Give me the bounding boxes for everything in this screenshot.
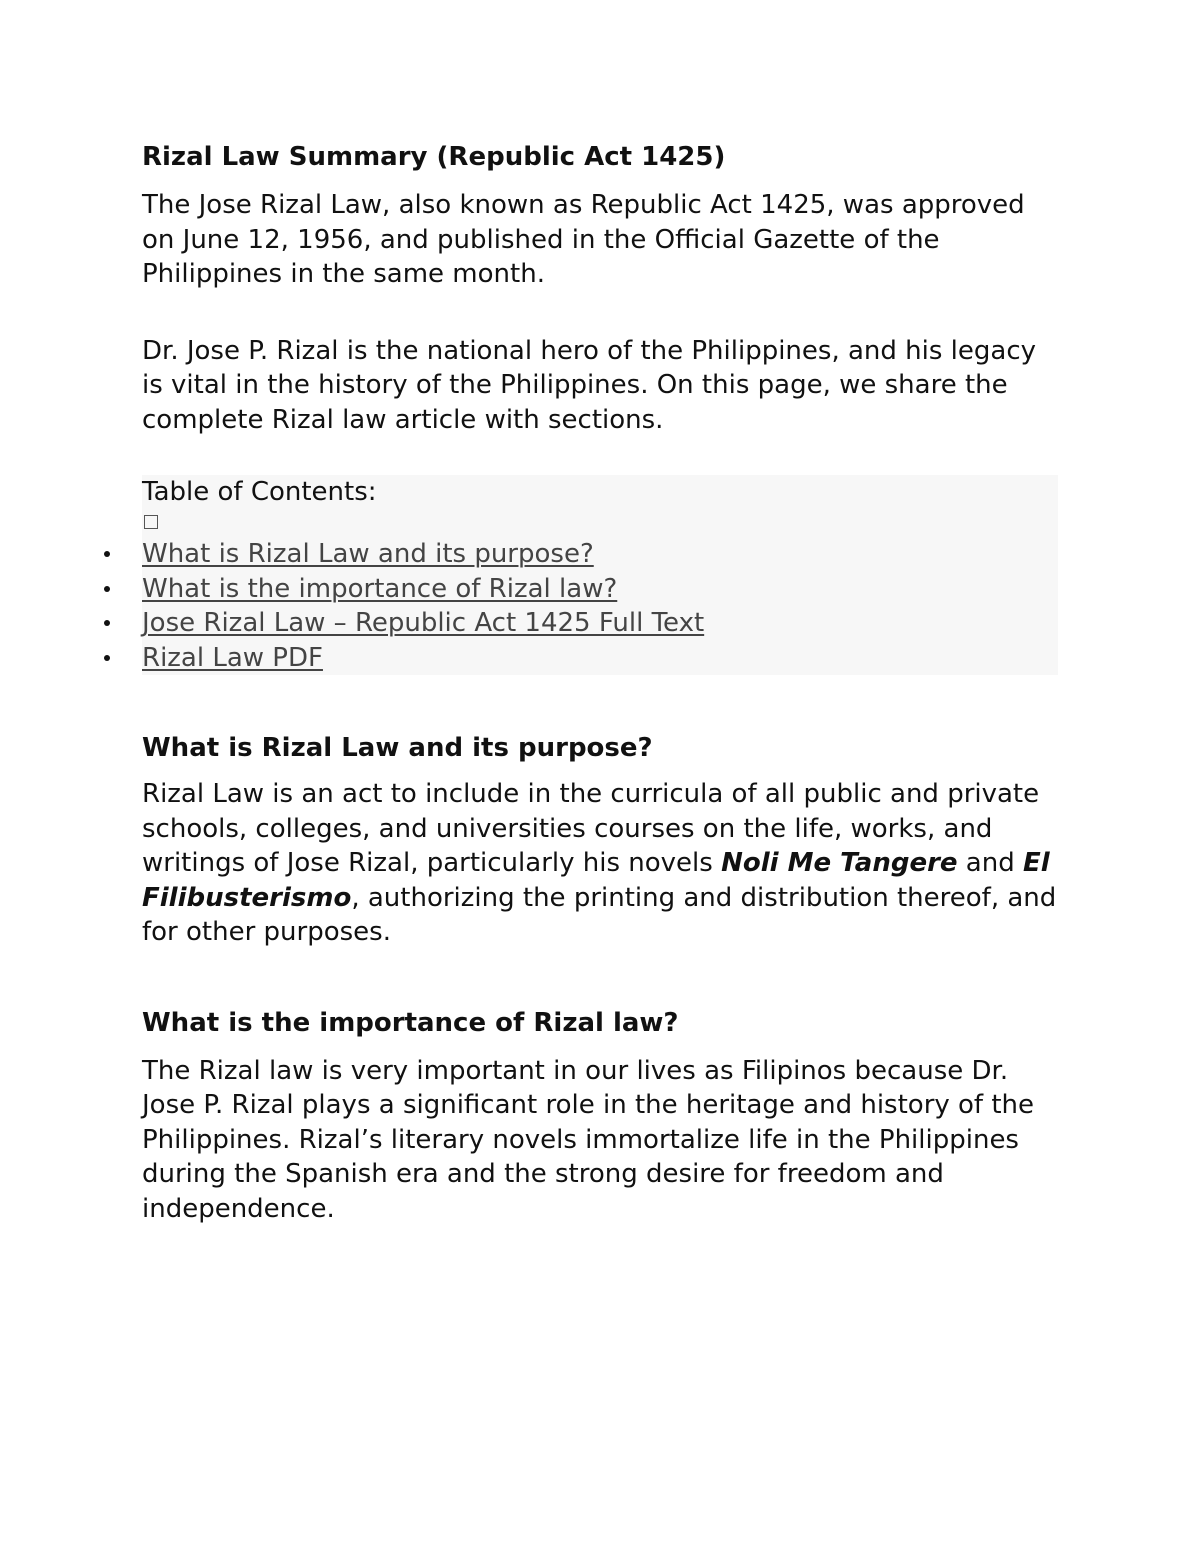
- checkbox-icon[interactable]: [144, 515, 158, 529]
- toc-item: [142, 606, 1058, 641]
- table-of-contents: [142, 475, 1058, 675]
- purpose-text-before: Rizal Law is an act to include in the curricula of all public and private schools, colleges, and universities courses on the life, works, and writings of Jose Rizal, particularly his novels: [142, 779, 1040, 878]
- bullet-icon: [104, 551, 110, 557]
- toc-link-pdf[interactable]: Rizal Law PDF: [142, 642, 323, 673]
- novel-el-filibusterismo: El Filibusterismo: [142, 848, 1050, 913]
- purpose-heading: What is Rizal Law and its purpose?: [142, 733, 653, 763]
- toc-list: [142, 537, 1058, 675]
- importance-paragraph: The Rizal law is very important in our lives as Filipinos because Dr. Jose P. Rizal plays a significant role in the heritage and history of the Philippines. Rizal’s literary novels immortalize life in the Philippines during the Spanish era and the strong desire for freedom and independence.: [142, 1055, 1035, 1224]
- purpose-paragraph: [142, 777, 1062, 950]
- toc-title: Table of Contents:: [142, 477, 377, 507]
- bullet-icon: [104, 655, 110, 661]
- toc-link-importance[interactable]: What is the importance of Rizal law?: [142, 573, 618, 604]
- toc-item: [142, 572, 1058, 607]
- toc-item: [142, 537, 1058, 572]
- toc-item: [142, 641, 1058, 676]
- bullet-icon: [104, 586, 110, 592]
- hero-paragraph: Dr. Jose P. Rizal is the national hero of the Philippines, and his legacy is vital in the history of the Philippines. On this page, we share the complete Rizal law article with sections.: [142, 335, 1037, 435]
- bullet-icon: [104, 620, 110, 626]
- intro-paragraph: The Jose Rizal Law, also known as Republic Act 1425, was approved on June 12, 1956, and published in the Official Gazette of the Philippines in the same month.: [142, 190, 1025, 289]
- toc-link-full-text[interactable]: Jose Rizal Law – Republic Act 1425 Full Text: [142, 608, 705, 638]
- page-title: Rizal Law Summary (Republic Act 1425): [142, 142, 726, 172]
- purpose-text-after: , authorizing the printing and distribution thereof, and for other purposes.: [142, 882, 1057, 947]
- novel-noli-me-tangere: Noli Me Tangere: [721, 848, 958, 878]
- purpose-text-middle: and: [957, 848, 1023, 878]
- toc-link-purpose[interactable]: What is Rizal Law and its purpose?: [142, 539, 594, 569]
- importance-heading: What is the importance of Rizal law?: [142, 1007, 679, 1038]
- document-page: [142, 140, 1062, 1226]
